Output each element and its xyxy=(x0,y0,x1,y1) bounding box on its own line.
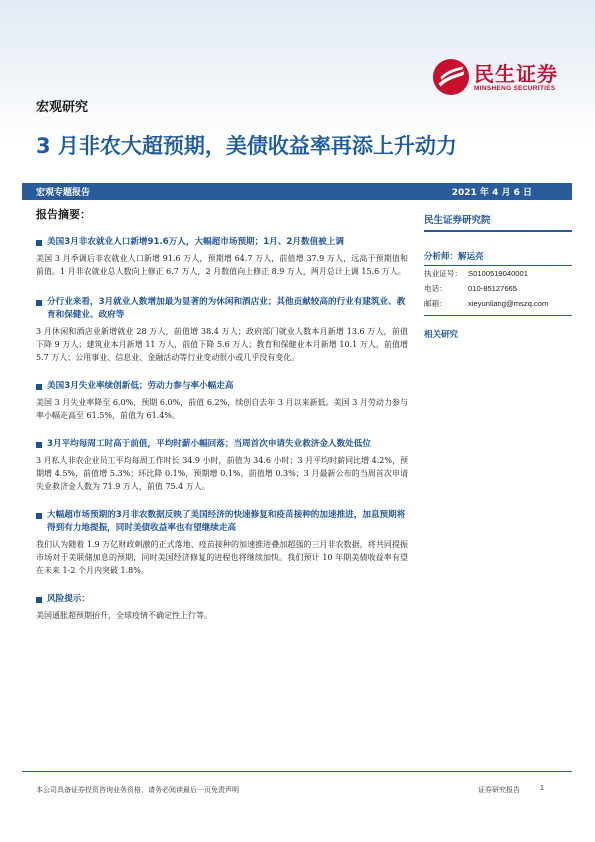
section-heading: 3月平均每周工时高于前值，平均时薪小幅回落；当周首次申请失业救济金人数处低位 xyxy=(36,438,408,451)
brand-name-cn: 民生证券 xyxy=(474,61,558,86)
sidebar-divider xyxy=(424,315,572,316)
minsheng-logo-icon xyxy=(432,58,470,96)
section-text: 3 月私人非农企业员工平均每周工作时长 34.9 小时，前值为 34.6 小时；3 月平均时薪同比增 4.2%，预期增 4.5%，前值增 5.3%；环比降 0.1%，预期增 0.1%，前值增 0.3%；3 月最新公布的当周首次申请失业救济金人数为 71.9 万人，前值 75.4 万人。 xyxy=(36,456,408,491)
risk-text: 美国通胀超预期抬升，全球疫情不确定性上行等。 xyxy=(36,611,212,620)
analyst-phone: 电话： 010-85127665 xyxy=(424,284,517,293)
related-research-heading: 相关研究 xyxy=(424,330,459,340)
footer-divider xyxy=(22,771,572,772)
summary-body xyxy=(36,228,408,622)
square-bullet-icon xyxy=(36,384,42,390)
section-text: 3 月休闲和酒店业新增就业 28 万人，前值增 38.4 万人；政府部门就业人数本月新增 13.6 万人，前值下降 9 万人；建筑业本月新增 11 万人，前值下降 5.6 万人；教育和保健业本月新增 10.1 万人，前值增 5.7 万人；公用事业、信息业、金融活动等行业变动很小或几乎没有变化。 xyxy=(36,327,408,362)
summary-title: 报告摘要： xyxy=(36,208,91,221)
report-date: 2021 年 4 月 6 日 xyxy=(451,188,532,198)
summary-section xyxy=(36,593,408,622)
summary-section xyxy=(36,236,408,278)
summary-section xyxy=(36,509,408,577)
risk-heading: 风险提示： xyxy=(36,593,408,606)
report-info-bar xyxy=(22,183,572,200)
section-heading: 美国3月失业率续创新低；劳动力参与率小幅走高 xyxy=(36,380,408,393)
summary-section xyxy=(36,380,408,422)
report-category: 宏观研究 xyxy=(36,100,89,115)
analyst-name: 分析师：解运亮 xyxy=(424,250,572,266)
square-bullet-icon xyxy=(36,300,42,306)
report-type: 宏观专题报告 xyxy=(36,188,91,198)
page-number: 1 xyxy=(540,785,544,792)
square-bullet-icon xyxy=(36,442,42,448)
sidebar xyxy=(424,212,572,340)
footer-disclaimer: 本公司具备证券投资咨询业务资格，请务必阅读最后一页免责声明 xyxy=(36,786,239,794)
brand-logo xyxy=(432,58,558,96)
brand-name-en: MINSHENG SECURITIES xyxy=(474,84,556,92)
square-bullet-icon xyxy=(36,513,42,519)
section-text: 美国 3 月季调后非农就业人口新增 91.6 万人，预期增 64.7 万人，前值增 37.9 万人，远高于预期值和前值。1 月非农就业总人数向上修正 6.7 万人，2 月数值向上修正 8.9 万人，两月总计上调 15.6 万人。 xyxy=(36,254,408,276)
summary-section xyxy=(36,296,408,364)
report-title: 3 月非农大超预期，美债收益率再添上升动力 xyxy=(36,134,457,158)
square-bullet-icon xyxy=(36,240,42,246)
square-bullet-icon xyxy=(36,597,42,603)
analyst-email: 邮箱： xieyunliang@mszq.com xyxy=(424,299,549,308)
summary-section xyxy=(36,438,408,493)
section-heading: 美国3月非农就业人口新增91.6万人，大幅超市场预期；1月、2月数值被上调 xyxy=(36,236,408,249)
section-heading: 大幅超市场预期的3月非农数据反映了美国经济的快速修复和疫苗接种的加速推进，加息预期将得到有力地提振，同时美债收益率也有望继续走高 xyxy=(36,509,408,535)
section-text: 我们认为随着 1.9 万亿财政刺激的正式落地、疫苗接种的加速推进叠加超强的三月非农数据，将共同提振市场对于美联储加息的预期，同时美国经济修复的进程也将继续加快。我们预计 10 年期美债收益率有望在未来 1-2 个月内突破 1.8%。 xyxy=(36,540,408,575)
section-heading: 分行业来看，3月就业人数增加最为显著的为休闲和酒店业；其他贡献较高的行业有建筑业、教育和保健业、政府等 xyxy=(36,296,408,322)
section-text: 美国 3 月失业率降至 6.0%，预期 6.0%，前值 6.2%，续创自去年 3 月以来新低。美国 3 月劳动力参与率小幅走高至 61.5%，前值为 61.4%。 xyxy=(36,398,408,420)
footer-doc-type: 证券研究报告 xyxy=(478,786,520,794)
analyst-license: 执业证号： S0100519040001 xyxy=(424,269,528,278)
institution-name: 民生证券研究院 xyxy=(424,212,572,232)
